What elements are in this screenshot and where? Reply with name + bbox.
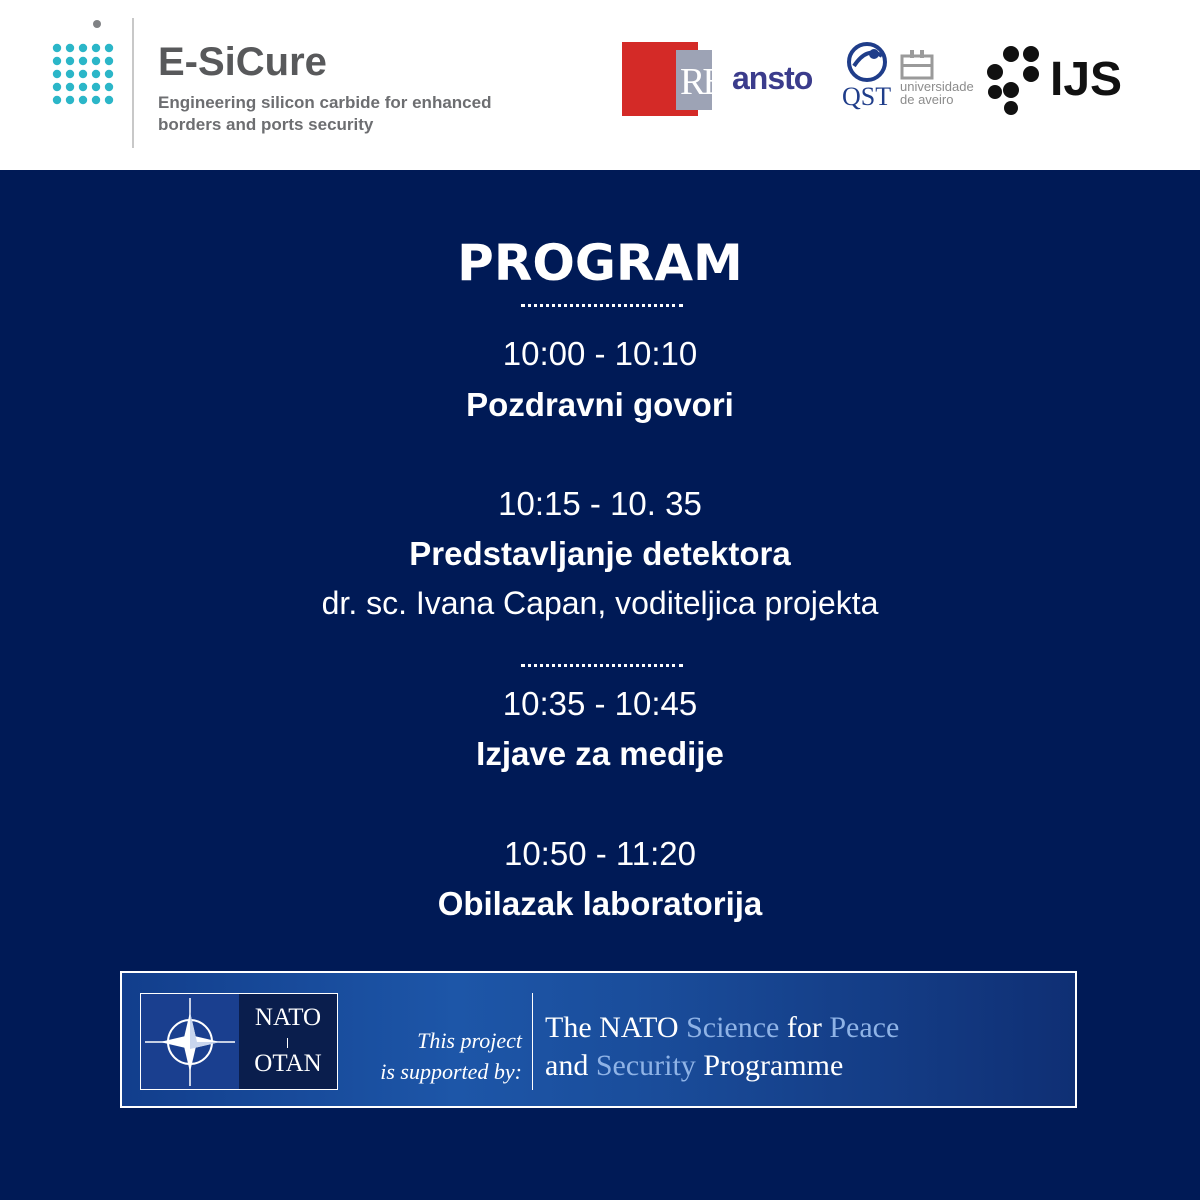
sps-line2 xyxy=(545,1047,899,1085)
partner-logos xyxy=(622,38,1162,120)
program-time: 10:50 - 11:20 xyxy=(503,835,697,872)
supported-line1: This project xyxy=(417,1028,522,1053)
brand-subtitle-line2: borders and ports security xyxy=(158,115,374,134)
nato-word-top: NATO xyxy=(254,1004,322,1031)
sps-line1 xyxy=(545,1009,899,1047)
esicure-logo xyxy=(50,18,570,153)
aveiro-line2: de aveiro xyxy=(900,92,954,107)
program-time: 10:35 - 10:45 xyxy=(502,685,698,722)
program-time: 10:15 - 10. 35 xyxy=(498,485,702,522)
sps-science: Science xyxy=(686,1011,780,1044)
brand-subtitle-line1: Engineering silicon carbide for enhanced xyxy=(158,93,492,112)
nato-word-bottom: OTAN xyxy=(254,1050,322,1077)
sps-security: Security xyxy=(595,1049,696,1082)
program-label: Obilazak laboratorija xyxy=(437,885,763,922)
brand-title: E-SiCure xyxy=(158,40,327,84)
banner-divider xyxy=(532,993,533,1090)
sps-for: for xyxy=(779,1011,830,1044)
sps-peace: Peace xyxy=(829,1011,900,1044)
supported-line2: is supported by: xyxy=(380,1059,522,1084)
brand-subtitle xyxy=(158,92,578,136)
header-bar xyxy=(0,0,1200,170)
nato-word-tick xyxy=(287,1038,288,1048)
nato-sponsor-banner xyxy=(120,971,1077,1108)
qst-globe-icon xyxy=(844,40,890,84)
program-label: Pozdravni govori xyxy=(466,386,734,423)
dotted-divider xyxy=(521,664,683,667)
program-label: Izjave za medije xyxy=(476,735,724,772)
nato-compass-star-icon xyxy=(141,994,239,1089)
ijs-dots-icon xyxy=(987,44,1043,116)
qst-logo-text: QST xyxy=(842,82,892,111)
sps-the-nato: The NATO xyxy=(545,1011,687,1044)
sps-programme: Programme xyxy=(695,1049,844,1082)
ijs-logo-text: IJS xyxy=(1050,53,1123,106)
sps-and: and xyxy=(545,1049,596,1082)
aveiro-building-icon xyxy=(900,50,934,80)
program-label: Predstavljanje detektora xyxy=(409,535,791,572)
program-title: PROGRAM xyxy=(457,234,743,292)
program-speaker: dr. sc. Ivana Capan, voditeljica projekta xyxy=(321,585,879,621)
nato-logo xyxy=(140,993,338,1090)
aveiro-logo-text xyxy=(900,80,974,106)
nato-wordmark xyxy=(239,994,337,1089)
rb-logo-text: RB xyxy=(680,61,725,103)
ansto-logo-text: ansto xyxy=(732,60,813,96)
dotted-divider xyxy=(521,304,683,307)
supported-by-text xyxy=(362,1025,522,1087)
sps-programme-text xyxy=(545,1009,899,1085)
esicure-dots-icon xyxy=(50,18,122,118)
header-divider xyxy=(132,18,134,148)
program-time: 10:00 - 10:10 xyxy=(502,335,698,372)
aveiro-line1: universidade xyxy=(900,79,974,94)
